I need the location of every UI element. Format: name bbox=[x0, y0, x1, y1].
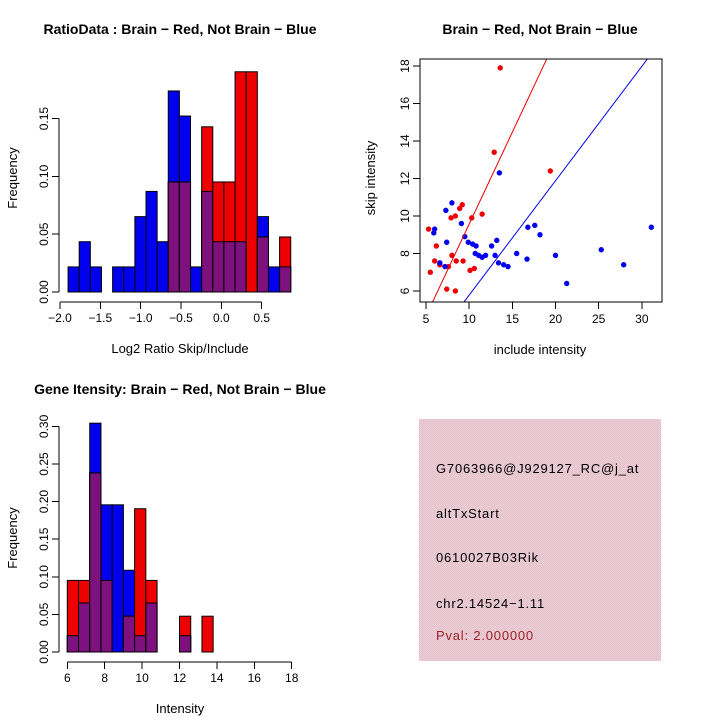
svg-text:12: 12 bbox=[398, 171, 412, 186]
svg-text:0.15: 0.15 bbox=[37, 527, 51, 551]
svg-text:0.10: 0.10 bbox=[37, 164, 51, 189]
scatter-title: Brain − Red, Not Brain − Blue bbox=[442, 21, 638, 37]
svg-text:12: 12 bbox=[172, 671, 187, 685]
svg-text:10: 10 bbox=[398, 209, 412, 223]
svg-text:20: 20 bbox=[548, 312, 563, 326]
gene-hist-xlabel: Intensity bbox=[155, 701, 205, 716]
svg-text:−1.5: −1.5 bbox=[88, 311, 113, 325]
svg-text:0.30: 0.30 bbox=[37, 414, 51, 439]
svg-text:25: 25 bbox=[591, 312, 606, 326]
svg-text:8: 8 bbox=[398, 250, 412, 257]
svg-text:0.20: 0.20 bbox=[37, 489, 51, 514]
svg-text:6: 6 bbox=[398, 287, 412, 295]
svg-text:5: 5 bbox=[422, 312, 430, 326]
svg-text:0.25: 0.25 bbox=[37, 452, 51, 476]
svg-text:−1.0: −1.0 bbox=[128, 311, 153, 325]
ratio-hist-xlabel: Log2 Ratio Skip/Include bbox=[111, 341, 249, 356]
gene-hist-title: Gene Itensity: Brain − Red, Not Brain − Blue bbox=[34, 381, 326, 397]
gene-name-text: 0610027B03Rik bbox=[436, 550, 539, 565]
svg-text:18: 18 bbox=[398, 59, 412, 73]
svg-text:0.0: 0.0 bbox=[212, 311, 230, 325]
svg-text:8: 8 bbox=[101, 671, 109, 685]
svg-text:10: 10 bbox=[135, 671, 149, 685]
svg-text:0.05: 0.05 bbox=[37, 602, 51, 627]
svg-text:0.10: 0.10 bbox=[37, 565, 51, 589]
scatter-ylabel: skip intensity bbox=[363, 140, 378, 216]
svg-text:0.00: 0.00 bbox=[37, 640, 51, 664]
svg-text:0.00: 0.00 bbox=[37, 280, 51, 304]
ratio-hist-ylabel: Frequency bbox=[5, 147, 20, 209]
svg-text:18: 18 bbox=[285, 671, 299, 685]
gene-intensity-histogram-plot bbox=[0, 360, 360, 720]
svg-text:0.05: 0.05 bbox=[37, 222, 51, 246]
ratio-hist-title: RatioData : Brain − Red, Not Brain − Blue bbox=[43, 21, 317, 37]
event-type-text: altTxStart bbox=[436, 506, 500, 521]
svg-text:6: 6 bbox=[63, 671, 71, 685]
svg-text:14: 14 bbox=[210, 671, 224, 685]
probe-id-text: G7063966@J929127_RC@j_at bbox=[436, 461, 640, 476]
svg-text:14: 14 bbox=[398, 134, 412, 148]
intensity-scatter-plot bbox=[360, 0, 720, 360]
location-text: chr2.14524−1.11 bbox=[436, 596, 545, 611]
ratio-histogram-plot bbox=[0, 0, 360, 360]
pval-text: Pval: 2.000000 bbox=[436, 628, 534, 643]
svg-text:0.5: 0.5 bbox=[253, 311, 271, 325]
gene-hist-ylabel: Frequency bbox=[5, 507, 20, 569]
svg-text:0.15: 0.15 bbox=[37, 106, 51, 131]
svg-text:−2.0: −2.0 bbox=[48, 311, 72, 325]
gene-info-panel bbox=[419, 419, 661, 661]
svg-text:16: 16 bbox=[398, 96, 412, 111]
svg-text:30: 30 bbox=[635, 312, 649, 326]
svg-text:15: 15 bbox=[505, 312, 520, 326]
svg-text:−0.5: −0.5 bbox=[169, 311, 193, 325]
svg-text:10: 10 bbox=[462, 312, 476, 326]
scatter-xlabel: include intensity bbox=[493, 342, 587, 357]
svg-text:16: 16 bbox=[247, 671, 261, 685]
